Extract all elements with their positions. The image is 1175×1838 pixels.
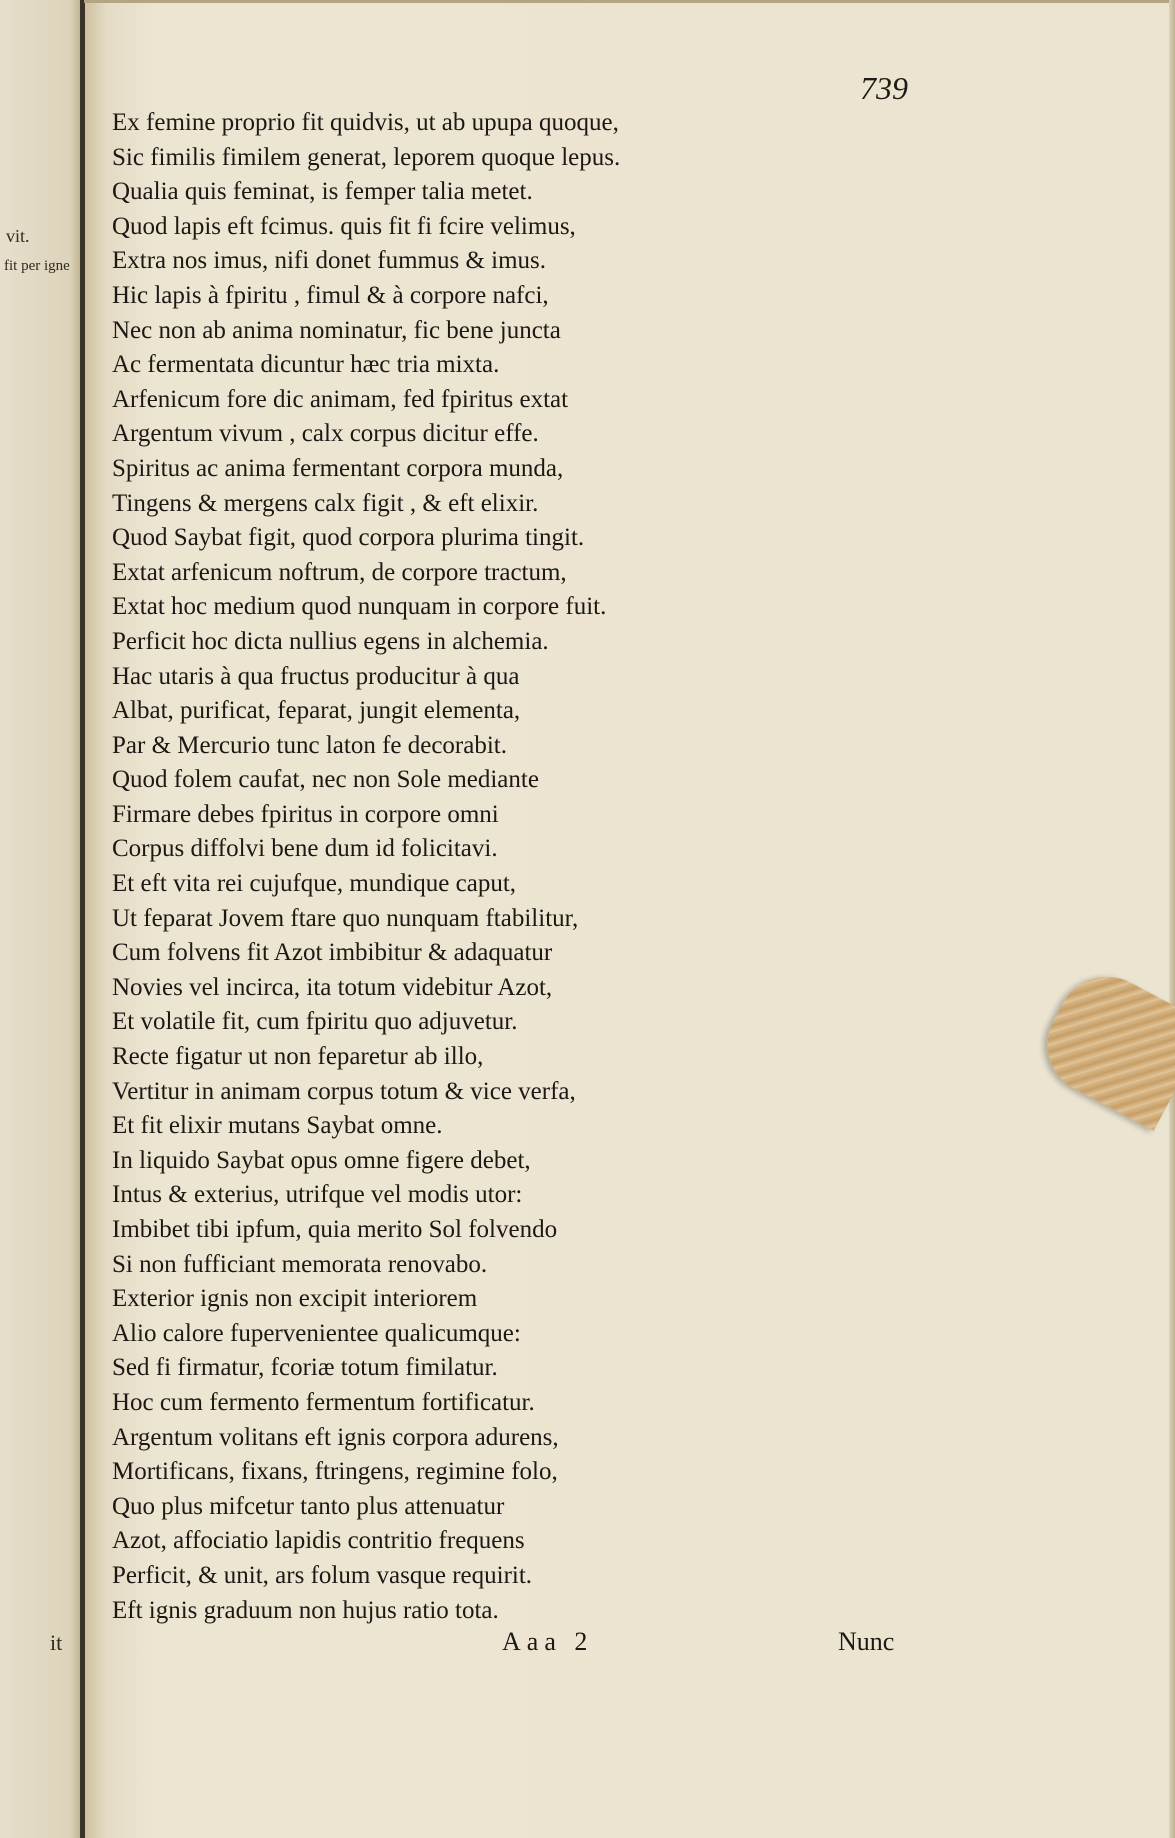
verse-line: Extra nos imus, nifi donet fummus & imus.: [112, 247, 547, 275]
verse-line: Argentum volitans eft ignis corpora adurens,: [112, 1423, 559, 1451]
verse-line: Perficit, & unit, ars folum vasque requirit.: [112, 1561, 533, 1589]
book-gutter: [80, 0, 85, 1838]
page-number: 739: [860, 70, 908, 106]
verse-line: Nec non ab anima nominatur, fic bene juncta: [112, 316, 561, 344]
verse-line: Ut feparat Jovem ftare quo nunquam ftabilitur,: [112, 904, 579, 932]
verse-text-block: [112, 106, 812, 1628]
verse-line: Ac fermentata dicuntur hæc tria mixta.: [112, 351, 500, 379]
verse-line: Mortificans, fixans, ftringens, regimine folo,: [112, 1458, 558, 1486]
verse-line: In liquido Saybat opus omne figere debet,: [112, 1146, 531, 1174]
verse-line: Sic fimilis fimilem generat, leporem quoque lepus.: [112, 143, 621, 171]
verse-line: Vertitur in animam corpus totum & vice verfa,: [112, 1077, 576, 1105]
verse-line: Novies vel incirca, ita totum videbitur Azot,: [112, 973, 553, 1001]
verse-line: Extat hoc medium quod nunquam in corpore fuit.: [112, 593, 607, 621]
verse-line: Quod lapis eft fcimus. quis fit fi fcire velimus,: [112, 212, 576, 240]
verse-line: Firmare debes fpiritus in corpore omni: [112, 800, 499, 828]
page-top-edge: [84, 0, 1175, 3]
verse-line: Intus & exterius, utrifque vel modis utor:: [112, 1181, 523, 1209]
verse-line: Azot, affociatio lapidis contritio frequens: [112, 1527, 525, 1555]
verse-line: Cum folvens fit Azot imbibitur & adaquatur: [112, 939, 553, 967]
verse-line: Et eft vita rei cujufque, mundique caput,: [112, 870, 517, 898]
verse-line: Perficit hoc dicta nullius egens in alchemia.: [112, 627, 549, 655]
verse-line: Si non fufficiant memorata renovabo.: [112, 1250, 488, 1278]
verse-line: Par & Mercurio tunc laton fe decorabit.: [112, 731, 507, 759]
verse-line: Exterior ignis non excipit interiorem: [112, 1285, 478, 1313]
margin-note-it: it: [50, 1630, 63, 1655]
verse-line: Et volatile fit, cum fpiritu quo adjuvetur.: [112, 1008, 518, 1036]
verse-line: Argentum vivum , calx corpus dicitur effe.: [112, 420, 539, 448]
verse-line: Recte figatur ut non feparetur ab illo,: [112, 1043, 484, 1071]
verse-line: Imbibet tibi ipfum, quia merito Sol folvendo: [112, 1216, 558, 1243]
margin-note-vit: vit.: [6, 226, 30, 246]
verse-line: Et fit elixir mutans Saybat omne.: [112, 1112, 443, 1140]
margin-note-fit-per-igne: fit per igne: [4, 258, 70, 274]
verse-line: Corpus diffolvi bene dum id folicitavi.: [112, 835, 498, 863]
verse-line: Hoc cum fermento fermentum fortificatur.: [112, 1388, 535, 1416]
verse-line: Extat arfenicum noftrum, de corpore tractum,: [112, 558, 567, 586]
verse-line: Tingens & mergens calx figit , & eft elixir.: [112, 489, 539, 517]
verse-line: Spiritus ac anima fermentant corpora munda,: [112, 454, 564, 482]
verse-line: Arfenicum fore dic animam, fed fpiritus extat: [112, 385, 569, 413]
verse-line: Alio calore fupervenientee qualicumque:: [112, 1319, 521, 1347]
verse-line: Quo plus mifcetur tanto plus attenuatur: [112, 1492, 505, 1520]
page-fore-edge: [1169, 0, 1175, 1838]
verse-line: Qualia quis feminat, is femper talia metet.: [112, 178, 533, 206]
verse-line: Eft ignis graduum non hujus ratio tota.: [112, 1596, 499, 1624]
verse-line: Albat, purificat, feparat, jungit elementa,: [112, 697, 521, 725]
facing-page-edge: [0, 0, 84, 1838]
catchword: Nunc: [838, 1627, 895, 1656]
verse-line: Quod Saybat figit, quod corpora plurima tingit.: [112, 524, 585, 552]
signature-mark: Aaa 2: [502, 1627, 594, 1656]
verse-line: Sed fi firmatur, fcoriæ totum fimilatur.: [112, 1354, 498, 1382]
verse-line: Quod folem caufat, nec non Sole mediante: [112, 766, 539, 794]
verse-line: Hic lapis à fpiritu , fimul & à corpore nafci,: [112, 281, 549, 309]
verse-line: Ex femine proprio fit quidvis, ut ab upupa quoque,: [112, 109, 619, 136]
verse-line: Hac utaris à qua fructus producitur à qua: [112, 662, 520, 690]
